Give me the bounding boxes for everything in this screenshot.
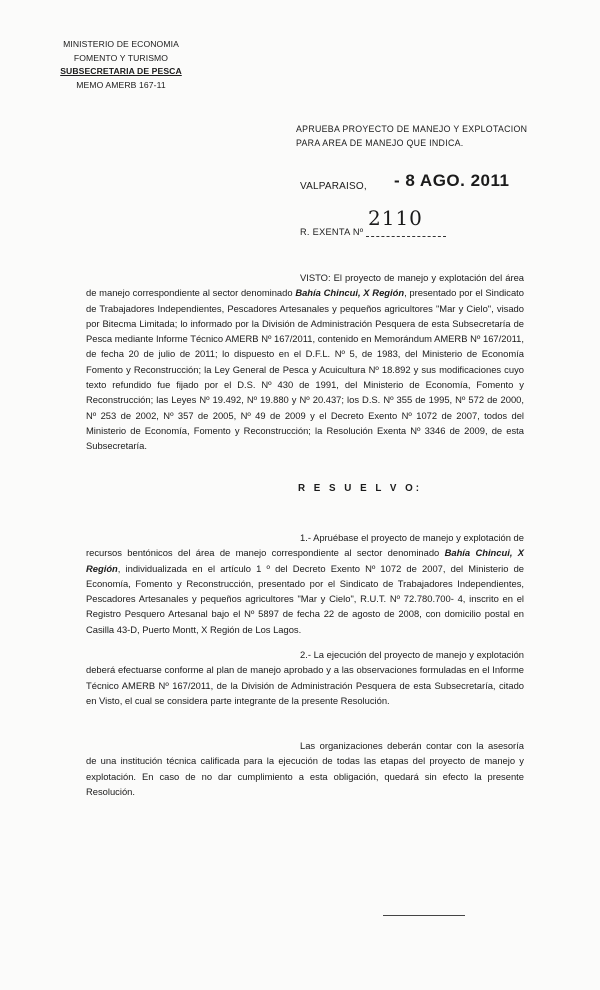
header-line-subsecretaria: SUBSECRETARIA DE PESCA [60,66,182,77]
article-1-paragraph [86,530,524,637]
resolution-number-row [300,206,480,240]
header-line-memo: MEMO AMERB 167-11 [76,79,166,90]
header-line-ministry-2: FOMENTO Y TURISMO [73,52,169,63]
article-1-intro: 1.- Apruébase el proyecto de manejo y explotación de recursos bentónicos del área de manejo correspondiente al sector denominado [86,532,524,559]
article-1-body: , individualizada en el artículo 1 º del Decreto Exento Nº 1072 de 2007, del Ministerio de Economía, Fomento y Reconstrucción, presentado por el Sindicato de Trabajadores Independientes, Pescadores Artesanales y pequeños agricultores "Mar y Cielo", R.U.T. Nº 72.780.700- 4, inscrito en el Registro Pesquero Artesanal bajo el Nº 5897 de fecha 22 de agosto de 2008, con domicilio postal en Casilla 43-D, Puerto Montt, X Región de Los Lagos. [86,562,524,635]
visto-sector-name: Bahía Chincui, X Región [295,287,405,299]
place-label: VALPARAISO, [300,181,367,192]
date-row [300,171,560,195]
header-line-ministry: MINISTERIO DE ECONOMIA [63,39,179,49]
resuelvo-heading: R E S U E L V O: [298,483,423,494]
article-1-sector-name: Bahía Chincui, X Región [86,547,524,574]
document-subject: APRUEBA PROYECTO DE MANEJO Y EXPLOTACION PARA AREA DE MANEJO QUE INDICA. [296,124,528,148]
ministry-header [56,38,186,92]
visto-intro: VISTO: El proyecto de manejo y explotación del área de manejo correspondiente al sector denominado [86,272,524,299]
resolution-number: 2110 [368,206,423,230]
visto-body: , presentado por el Sindicato de Trabajadores Independientes, Pescadores Artesanales y pequeños agricultores "Mar y Cielo", visado por Bitecma Limitada; lo informado por la División de Administración Pesquera de esta Subsecretaría de Pesca mediante Informe Técnico AMERB Nº 167/2011, contenido en Memorándum AMERB Nº 167/2011, de fecha 20 de julio de 2011; lo dispuesto en el D.F.L. Nº 5, de 1983, del Ministerio de Economía Fomento y Reconstrucción; la Ley General de Pesca y Acuicultura Nº 18.892 y sus modificaciones cuyo texto refundido fue fijado por el D.S. Nº 430 de 1991, del Ministerio de Economía, Fomento y Reconstrucción; las Leyes Nº 19.492, Nº 19.880 y Nº 20.437; los D.S. Nº 355 de 1995, Nº 572 de 2000, Nº 253 de 2002, Nº 357 de 2005, Nº 49 de 2009 y el Decreto Exento Nº 1072 de 2007, todos del Ministerio de Economía, Fomento y Reconstrucción; la Resolución Exenta Nº 3346 de 2009, de esta Subsecretaría. [86,287,524,452]
resolution-dotted-line [366,236,446,237]
date-stamp: - 8 AGO. 2011 [394,171,510,190]
visto-paragraph [86,270,524,454]
article-3-paragraph: Las organizaciones deberán contar con la asesoría de una institución técnica calificada para la ejecución de todas las etapas del proyecto de manejo y explotación. En caso de no dar cumplimiento a esta obligación, quedará sin efecto la presente Resolución. [86,740,524,797]
article-2-paragraph: 2.- La ejecución del proyecto de manejo y explotación deberá efectuarse conforme al plan de manejo aprobado y a las observaciones formuladas en el Informe Técnico AMERB Nº 167/2011, de la División de Administración Pesquera de esta Subsecretaría, citado en Visto, el cual se considera parte integrante de la presente Resolución. [86,649,524,706]
resolution-label: R. EXENTA Nº [300,227,364,237]
signature-line [383,915,465,916]
